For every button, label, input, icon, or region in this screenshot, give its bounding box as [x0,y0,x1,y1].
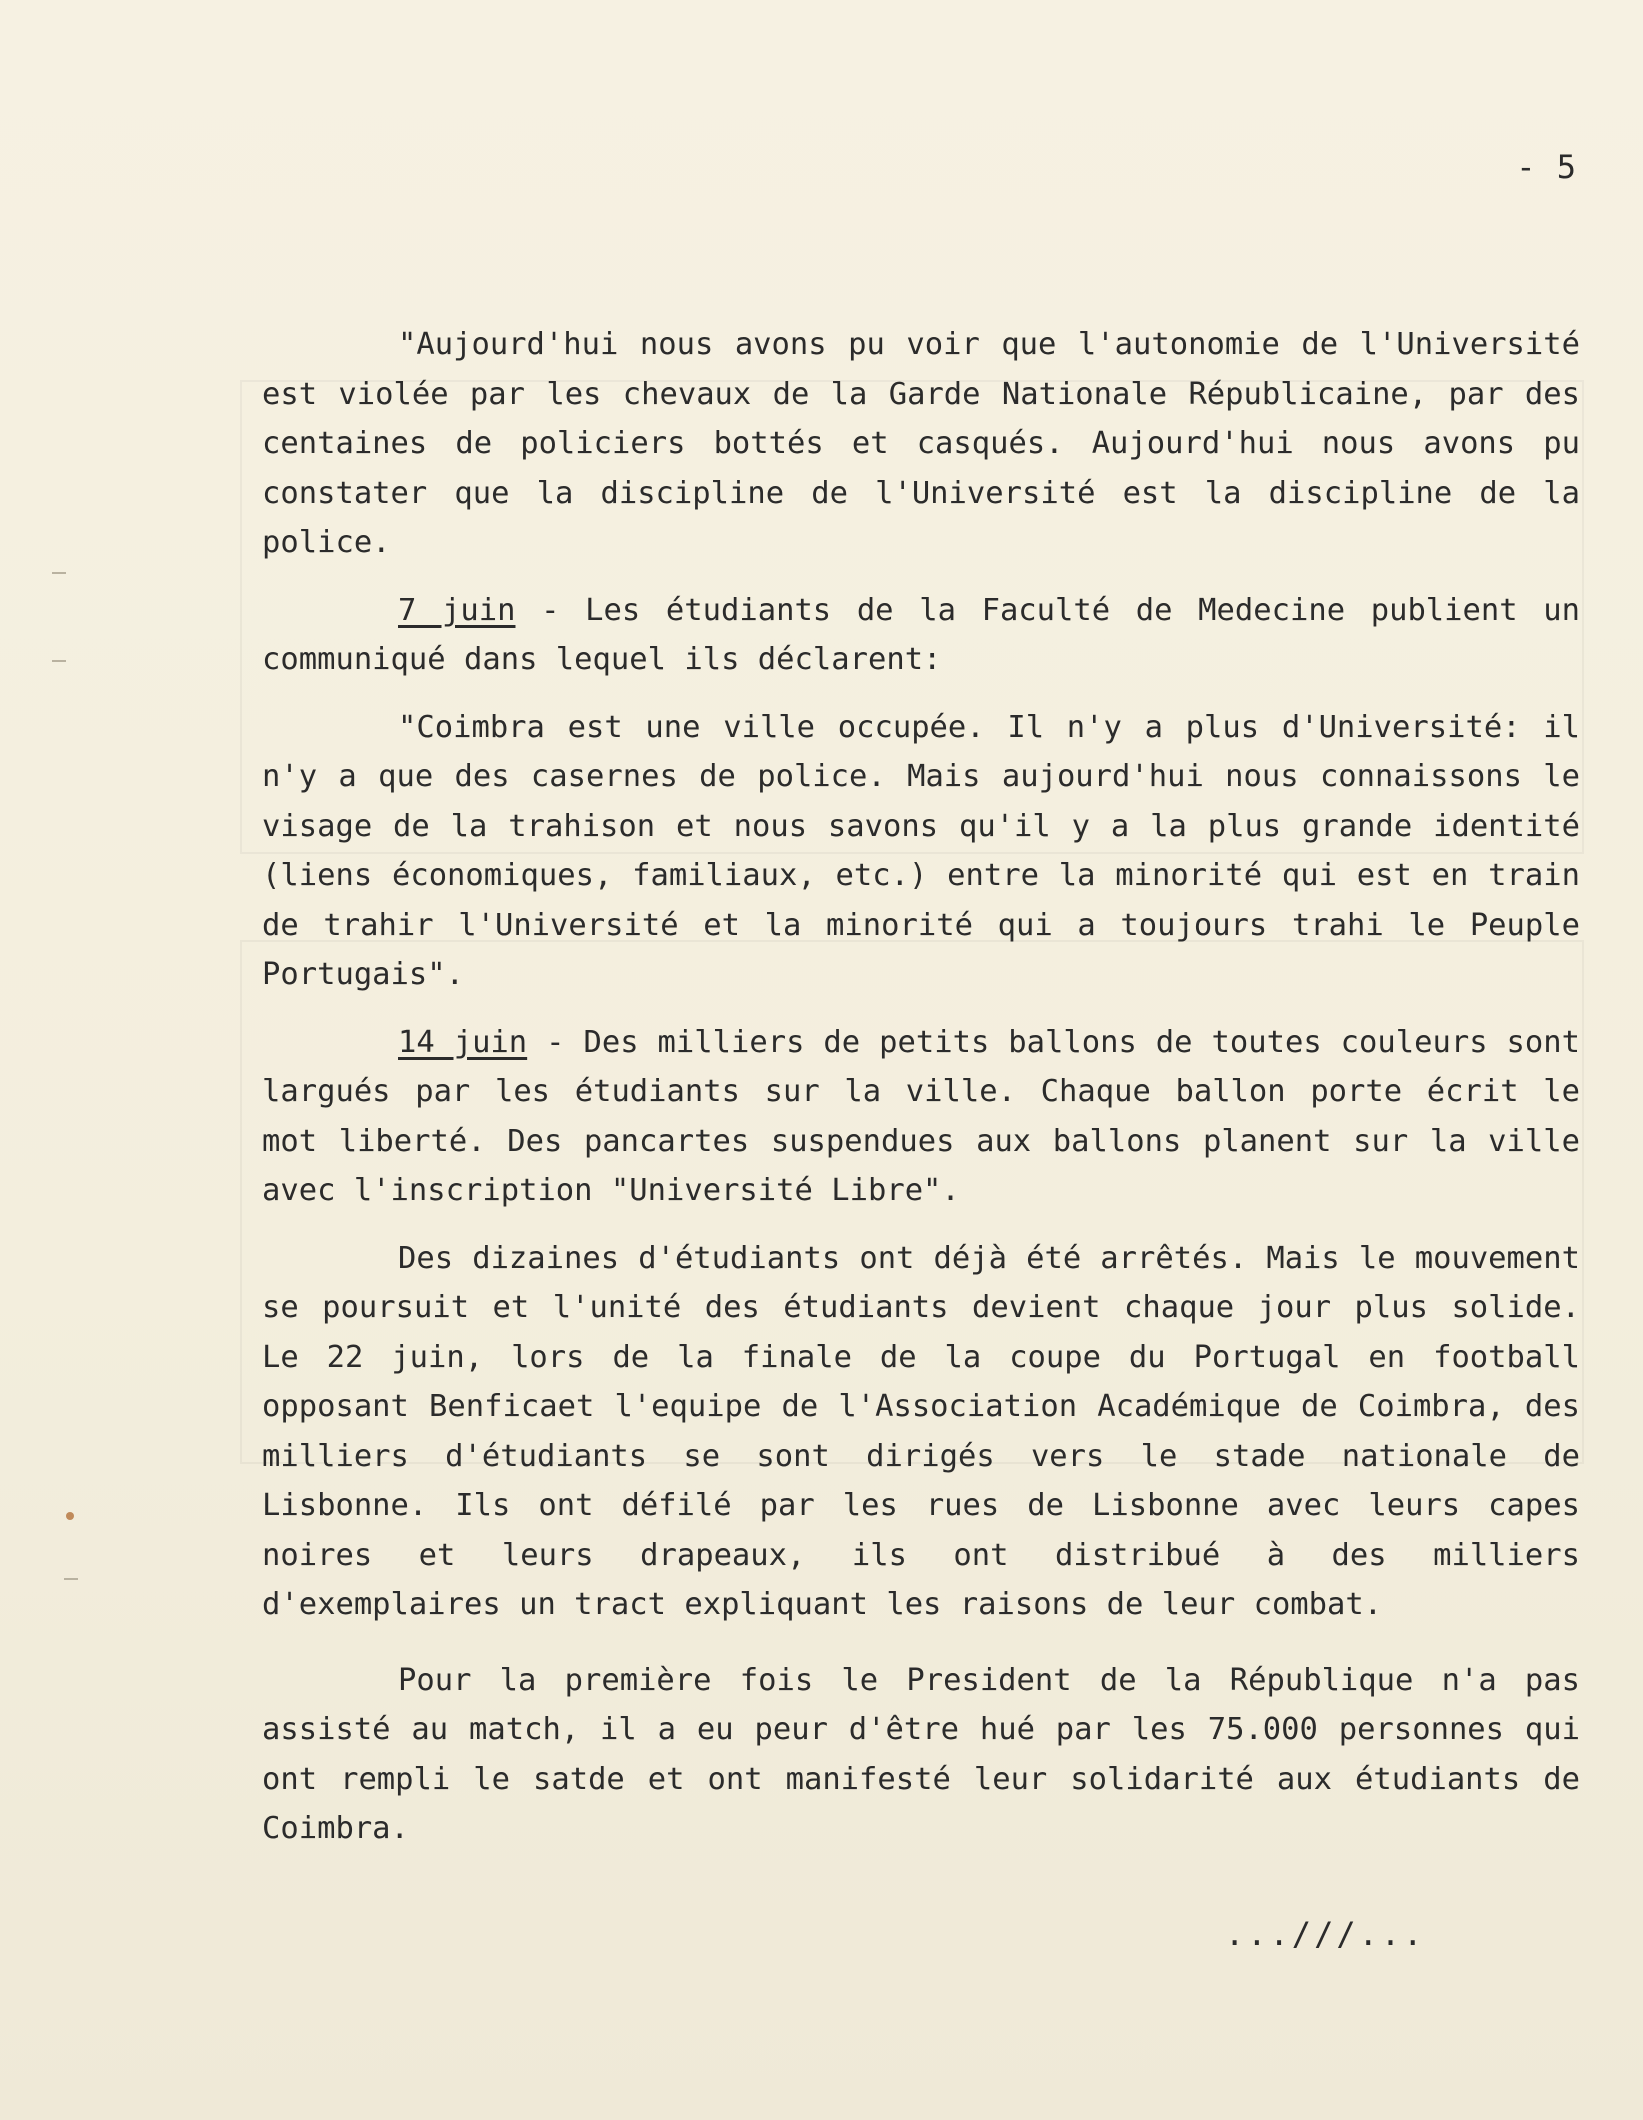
continuation-mark: ...///... [1225,1915,1426,1953]
punch-hole [66,1512,74,1520]
margin-mark [52,660,66,662]
paragraph-7-juin-text: - Les étudiants de la Faculté de Medecine publient un communiqué dans lequel ils déclarent: [262,592,1581,677]
margin-mark [64,1578,78,1580]
paragraph-7-juin [262,586,1580,685]
page-body [262,320,1580,1854]
paragraph-president: Pour la première fois le President de la République n'a pas assisté au match, il a eu peur d'être hué par les 75.000 personnes qui ont rempli le satde et ont manifesté leur solidarité aux étudiants de Coimbra. [262,1662,1580,1846]
paragraph-quote-autonomy: "Aujourd'hui nous avons pu voir que l'autonomie de l'Université est violée par les chevaux de la Garde Nationale Républicaine, par des centaines de policiers bottés et casqués. Aujourd'hui nous avons pu constater que la discipline de l'Université est la discipline de la police. [262,327,1580,560]
paragraph-arrests: Des dizaines d'étudiants ont déjà été arrêtés. Mais le mouvement se poursuit et l'unité des étudiants devient chaque jour plus solide. Le 22 juin, lors de la finale de la coupe du Portugal en football opposant Benficaet l'equipe de l'Association Académique de Coimbra, des milliers d'étudiants se sont dirigés vers le stade nationale de Lisbonne. Ils ont défilé par les rues de Lisbonne avec leurs capes noires et leurs drapeaux, ils ont distribué à des milliers d'exemplaires un tract expliquant les raisons de leur combat. [262,1240,1580,1622]
date-7-juin: 7 juin [398,592,516,628]
date-14-juin: 14 juin [398,1024,528,1060]
paragraph-quote-coimbra: "Coimbra est une ville occupée. Il n'y a plus d'Université: il n'y a que des casernes de police. Mais aujourd'hui nous connaissons le visage de la trahison et nous savons qu'il y a la plus grande identité (liens économiques, familiaux, etc.) entre la minorité qui est en train de trahir l'Université et la minorité qui a toujours trahi le Peuple Portugais". [262,709,1580,992]
paragraph-14-juin-text: - Des milliers de petits ballons de toutes couleurs sont largués par les étudiants sur la ville. Chaque ballon porte écrit le mot liberté. Des pancartes suspendues aux ballons planent sur la ville avec l'inscription "Université Libre". [262,1024,1580,1208]
margin-mark [52,572,66,574]
paragraph-14-juin [262,1018,1580,1216]
page-number: - 5 [1516,148,1577,186]
